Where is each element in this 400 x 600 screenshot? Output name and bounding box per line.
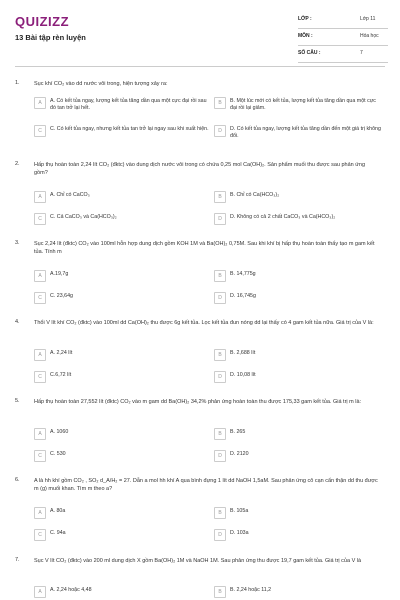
meta-row-subject (298, 32, 388, 46)
option-a[interactable] (34, 97, 209, 112)
option-text: C.6,72 lít (50, 372, 72, 378)
option-letter: B (214, 349, 226, 361)
option-letter: B (214, 97, 226, 109)
meta-label: SỐ CÂU : (298, 50, 321, 56)
option-c[interactable] (34, 529, 209, 541)
option-a[interactable] (34, 586, 209, 598)
option-c[interactable] (34, 450, 209, 462)
option-b[interactable] (214, 270, 384, 282)
question-number: 6. (15, 477, 20, 483)
question-text: Thổi V lít khí CO₂ (đktc) vào 100ml dd Ca(OH)₂ thu được 6g kết tủa. Lọc kết tủa đun nóng dd lại thấy có 4 gam kết tủa nữa. Giá trị của V là: (34, 320, 374, 326)
meta-value: Lớp 11 (360, 16, 376, 22)
question-number: 5. (15, 398, 20, 404)
option-letter: B (214, 191, 226, 203)
quizizz-logo: QUIZIZZ (15, 14, 70, 29)
option-text: A. 2,24 hoặc 4,48 (50, 587, 92, 593)
option-letter: B (214, 270, 226, 282)
option-letter: D (214, 292, 226, 304)
option-letter: C (34, 213, 46, 225)
option-a[interactable] (34, 270, 209, 282)
option-text: A. 2,24 lít (50, 350, 73, 356)
question-number: 3. (15, 240, 20, 246)
option-c[interactable] (34, 371, 209, 383)
option-text: D. Có kết tủa ngay, lượng kết tủa tăng dần đến một giá trị không đổi. (230, 126, 381, 139)
option-letter: A (34, 270, 46, 282)
meta-label: LỚP : (298, 16, 312, 22)
option-text: C. 94a (50, 530, 66, 536)
option-text: B. 2,688 lít (230, 350, 256, 356)
option-text: A. Chỉ có CaCO₃ (50, 192, 90, 198)
option-c[interactable] (34, 213, 209, 225)
option-text: B. 105a (230, 508, 249, 514)
header-divider (15, 66, 385, 67)
option-b[interactable] (214, 191, 384, 203)
option-letter: B (214, 507, 226, 519)
question-text: Hấp thụ hoàn toàn 2,24 lít CO₂ (đktc) vào dung dịch nước vôi trong có chứa 0,25 mol Ca(OH)₂. Sản phẩm muối thu được sau phản ứng gồm? (34, 162, 366, 176)
option-a[interactable] (34, 191, 209, 203)
question-text: A là hh khí gồm CO₂ , SO₂ d_A/H₂ = 27. Dẫn a mol hh khí A qua bình đựng 1 lít dd NaOH 1,5aM. Sau phản ứng cô cạn cẩn thận dd thu được m (g) muối khan. Tìm m theo a? (34, 478, 378, 492)
option-d[interactable] (214, 450, 384, 462)
option-text: A. 1060 (50, 429, 69, 435)
worksheet-meta (298, 15, 388, 66)
option-letter: D (214, 529, 226, 541)
option-b[interactable] (214, 349, 384, 361)
option-c[interactable] (34, 125, 209, 137)
option-text: D. 16,745g (230, 293, 256, 299)
option-text: B. Một lúc mới có kết tủa, lượng kết tủa tăng dần qua một cực đại rồi lại giảm. (230, 98, 376, 111)
option-letter: A (34, 97, 46, 109)
option-text: B. 14,775g (230, 271, 256, 277)
option-letter: D (214, 371, 226, 383)
option-text: D. Không có cả 2 chất CaCO₃ và Ca(HCO₃)₂ (230, 214, 336, 220)
question-text: Sục khí CO₂ vào dd nước vôi trong, hiện tượng xảy ra: (34, 81, 168, 87)
question-text: Hấp thụ hoàn toàn 27,552 lít (đktc) CO₂ vào m gam dd Ba(OH)₂ 34,2% phản ứng hoàn toàn thu được 175,33 gam kết tủa. Giá trị m là: (34, 399, 362, 405)
question-text: Sục V lít CO₂ (đktc) vào 200 ml dung dịch X gồm Ba(OH)₂ 1M và NaOH 1M. Sau phản ứng thu được 19,7 gam kết tủa. Giá trị của V là (34, 558, 362, 564)
meta-value: 7 (360, 50, 363, 56)
question-number: 4. (15, 319, 20, 325)
option-letter: D (214, 125, 226, 137)
option-d[interactable] (214, 529, 384, 541)
option-b[interactable] (214, 586, 384, 598)
option-letter: B (214, 428, 226, 440)
option-text: C. Cả CaCO₃ và Ca(HCO₃)₂ (50, 214, 117, 220)
option-letter: D (214, 450, 226, 462)
option-b[interactable] (214, 428, 384, 440)
option-c[interactable] (34, 292, 209, 304)
question-number: 2. (15, 161, 20, 167)
option-text: D. 10,08 lít (230, 372, 256, 378)
option-text: C. 23,64g (50, 293, 73, 299)
option-text: B. 2,24 hoặc 11,2 (230, 587, 272, 593)
option-d[interactable] (214, 125, 384, 140)
option-letter: C (34, 450, 46, 462)
option-b[interactable] (214, 507, 384, 519)
option-text: B. Chỉ có Ca(HCO₃)₂ (230, 192, 280, 198)
question-number: 7. (15, 557, 20, 563)
option-letter: C (34, 371, 46, 383)
option-letter: B (214, 586, 226, 598)
option-text: D. 103a (230, 530, 249, 536)
option-text: C. 530 (50, 451, 66, 457)
option-text: D. 2120 (230, 451, 249, 457)
option-text: C. Có kết tủa ngay, nhưng kết tủa tan trở lại ngay sau khi xuất hiện. (50, 126, 209, 132)
question-number: 1. (15, 80, 20, 86)
meta-row-class (298, 15, 388, 29)
question-text: Sục 2,24 lít (đktc) CO₂ vào 100ml hỗn hợp dung dịch gồm KOH 1M và Ba(OH)₂ 0,75M. Sau khi khí bị hấp thụ hoàn toàn thấy tạo m gam kết tủa. Tính m (34, 241, 375, 255)
option-letter: C (34, 125, 46, 137)
option-b[interactable] (214, 97, 384, 112)
option-letter: C (34, 529, 46, 541)
option-letter: A (34, 191, 46, 203)
option-letter: A (34, 428, 46, 440)
option-letter: A (34, 349, 46, 361)
option-d[interactable] (214, 371, 384, 383)
option-letter: D (214, 213, 226, 225)
option-a[interactable] (34, 349, 209, 361)
option-d[interactable] (214, 213, 384, 225)
option-text: A. Có kết tủa ngay, lượng kết tủa tăng dần qua một cực đại rồi sau đó tan trở lại hết. (50, 98, 207, 111)
page-title: 13 Bài tập rèn luyện (15, 33, 86, 42)
option-a[interactable] (34, 428, 209, 440)
option-letter: C (34, 292, 46, 304)
meta-row-count (298, 49, 388, 63)
meta-value: Hóa học (360, 33, 379, 39)
option-text: A. 80a (50, 508, 66, 514)
option-text: A.19,7g (50, 271, 69, 277)
option-letter: A (34, 586, 46, 598)
option-d[interactable] (214, 292, 384, 304)
option-a[interactable] (34, 507, 209, 519)
option-text: B. 265 (230, 429, 246, 435)
meta-label: MÔN : (298, 33, 313, 39)
option-letter: A (34, 507, 46, 519)
